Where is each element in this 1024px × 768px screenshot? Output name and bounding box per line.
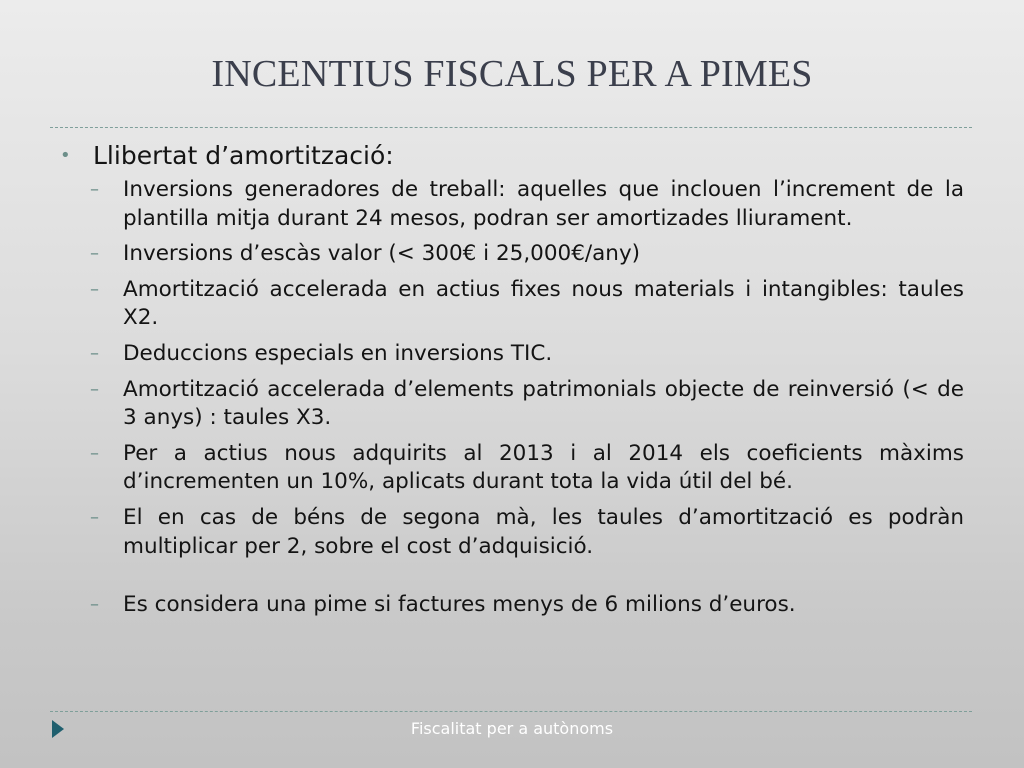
sub-point-text: Amortització accelerada en actius fixes nous materials i intangibles: taules X2. [123,276,964,331]
dash-marker: – [90,442,99,464]
sub-point [60,176,964,233]
sub-point-text: Inversions generadores de treball: aquelles que inclouen l’increment de la plantilla mitja durant 24 mesos, podran ser amortizades lliurament. [123,177,964,231]
dash-marker: – [90,243,99,265]
dash-marker: – [90,278,99,300]
slide-title: INCENTIUS FISCALS PER A PIMES [211,53,813,95]
bullet-marker: • [60,145,71,166]
dash-marker: – [90,506,99,528]
sub-point-text: El en cas de béns de segona mà, les taules d’amortització es podràn multiplicar per 2, sobre el cost d’adquisició. [123,504,964,559]
sub-point-text: Inversions d’escàs valor (< 300€ i 25,000€/any) [123,241,641,267]
slide-body [60,140,964,627]
dash-marker: – [90,179,99,200]
title-divider [50,127,972,128]
footer-text: Fiscalitat per a autònoms [410,719,614,738]
sub-point [60,340,964,369]
sub-point [60,440,964,497]
sub-point [60,376,964,433]
main-bullet-item [60,140,964,172]
sub-point-text: Es considera una pime si factures menys de 6 milions d’euros. [123,592,796,618]
dash-marker: – [90,594,99,616]
dash-marker: – [90,342,99,364]
dash-marker: – [90,378,99,400]
sub-point [60,504,964,561]
sub-point [60,591,964,620]
sub-point-text: Deduccions especials en inversions TIC. [123,340,553,366]
sub-point-text: Amortització accelerada d’elements patrimonials objecte de reinversió (< de 3 anys) : taules X3. [123,376,964,431]
sub-point [60,276,964,333]
sub-point [60,240,964,269]
footer-divider [50,711,972,712]
sub-point-list [60,176,964,620]
sub-point-text: Per a actius nous adquirits al 2013 i al 2014 els coeficients màxims d’incrementen un 10%, aplicats durant tota la vida útil del bé. [123,440,964,495]
main-point-text: Llibertat d’amortització: [93,141,394,170]
